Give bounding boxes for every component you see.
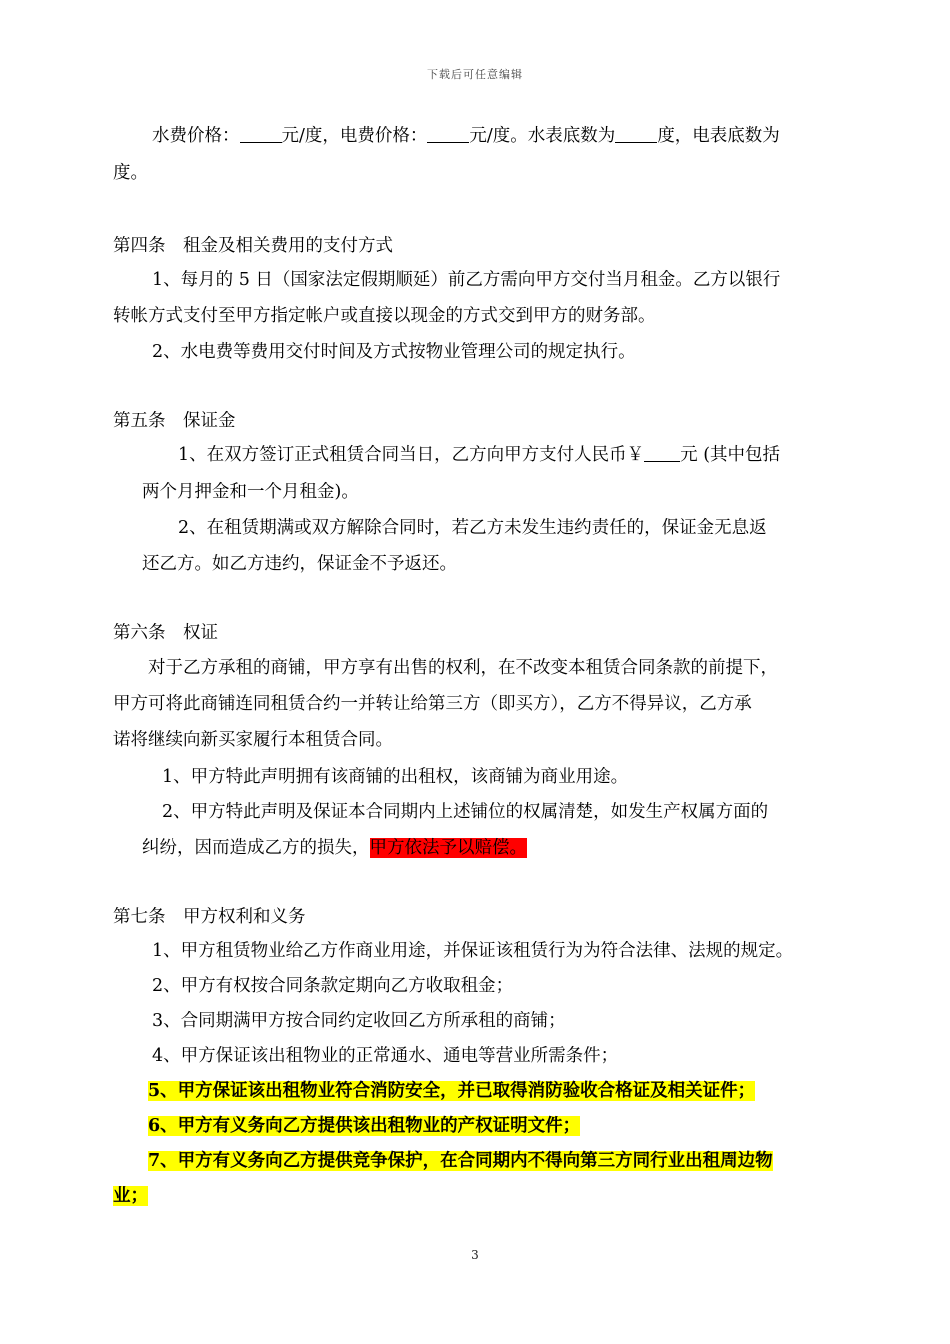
water-price-label: 水费价格： [152,126,240,146]
article-5-p1a [178,443,908,467]
article-6-intro-b: 甲方可将此商铺连同租赁合约一并转让给第三方（即买方），乙方不得异议，乙方承 [113,694,752,714]
electric-price-blank[interactable] [427,125,469,143]
article-7-item-5-text: 5、甲方保证该出租物业符合消防安全，并已取得消防验收合格证及相关证件； [148,1081,756,1101]
article-7-item-6 [148,1114,878,1138]
electric-price-label: 元/度，电费价格： [281,126,428,146]
article-5-p2b: 还乙方。如乙方违约，保证金不予返还。 [142,554,457,574]
yen-sign: ￥ [626,445,645,465]
article-6-intro-a: 对于乙方承租的商铺，甲方享有出售的权利，在不改变本租赁合同条款的前提下， [148,658,778,678]
article-5-p1a-tail: 元 (其中包括 [680,445,781,465]
article-7-title: 第七条 甲方权利和义务 [113,907,306,927]
article-4-title: 第四条 租金及相关费用的支付方式 [113,236,393,256]
article-7-item-7-cont-text: 业； [113,1186,148,1206]
article-6-p2a: 2、甲方特此声明及保证本合同期内上述铺位的权属清楚，如发生产权属方面的 [162,802,769,822]
article-5-p1b: 两个月押金和一个月租金)。 [142,482,359,502]
article-6-p2b-text: 纠纷，因而造成乙方的损失， [142,838,370,858]
article-7-item-5 [148,1079,878,1103]
article-5-title: 第五条 保证金 [113,411,236,431]
article-7-item-3: 3、合同期满甲方按合同约定收回乙方所承租的商铺； [152,1011,566,1031]
article-6-title: 第六条 权证 [113,623,218,643]
fees-end: 度。 [113,163,148,183]
article-7-item-2: 2、甲方有权按合同条款定期向乙方收取租金； [152,976,514,996]
article-7-item-1: 1、甲方租赁物业给乙方作商业用途，并保证该租赁行为为符合法律、法规的规定。 [152,941,794,961]
article-4-p1b: 转帐方式支付至甲方指定帐户或直接以现金的方式交到甲方的财务部。 [113,306,656,326]
compensation-highlight: 甲方依法予以赔偿。 [369,838,527,858]
water-meter-label: 元/度。水表底数为 [469,126,616,146]
article-7-item-7 [148,1149,878,1173]
article-5-p2a: 2、在租赁期满或双方解除合同时，若乙方未发生违约责任的，保证金无息返 [178,518,767,538]
article-7-item-7-cont [113,1184,843,1208]
electric-meter-label: 度，电表底数为 [657,126,780,146]
article-4-p2: 2、水电费等费用交付时间及方式按物业管理公司的规定执行。 [152,342,636,362]
article-6-intro-c: 诺将继续向新买家履行本租赁合同。 [113,730,393,750]
article-6-p2b [142,836,872,860]
article-4-p1a: 1、每月的 5 日（国家法定假期顺延）前乙方需向甲方交付当月租金。乙方以银行 [152,270,781,290]
article-7-item-4: 4、甲方保证该出租物业的正常通水、通电等营业所需条件； [152,1046,619,1066]
article-7-item-7-text: 7、甲方有义务向乙方提供竞争保护，在合同期内不得向第三方同行业出租周边物 [148,1151,773,1171]
amount-blank[interactable] [644,444,680,462]
water-meter-blank[interactable] [615,125,657,143]
article-5-p1a-text: 1、在双方签订正式租赁合同当日，乙方向甲方支付人民币 [178,445,627,465]
water-price-blank[interactable] [240,125,282,143]
article-7-item-6-text: 6、甲方有义务向乙方提供该出租物业的产权证明文件； [148,1116,581,1136]
page-number: 3 [471,1248,479,1262]
fees-line [152,124,882,148]
article-6-p1: 1、甲方特此声明拥有该商铺的出租权，该商铺为商业用途。 [162,767,629,787]
page-header: 下载后可任意编辑 [427,68,523,81]
